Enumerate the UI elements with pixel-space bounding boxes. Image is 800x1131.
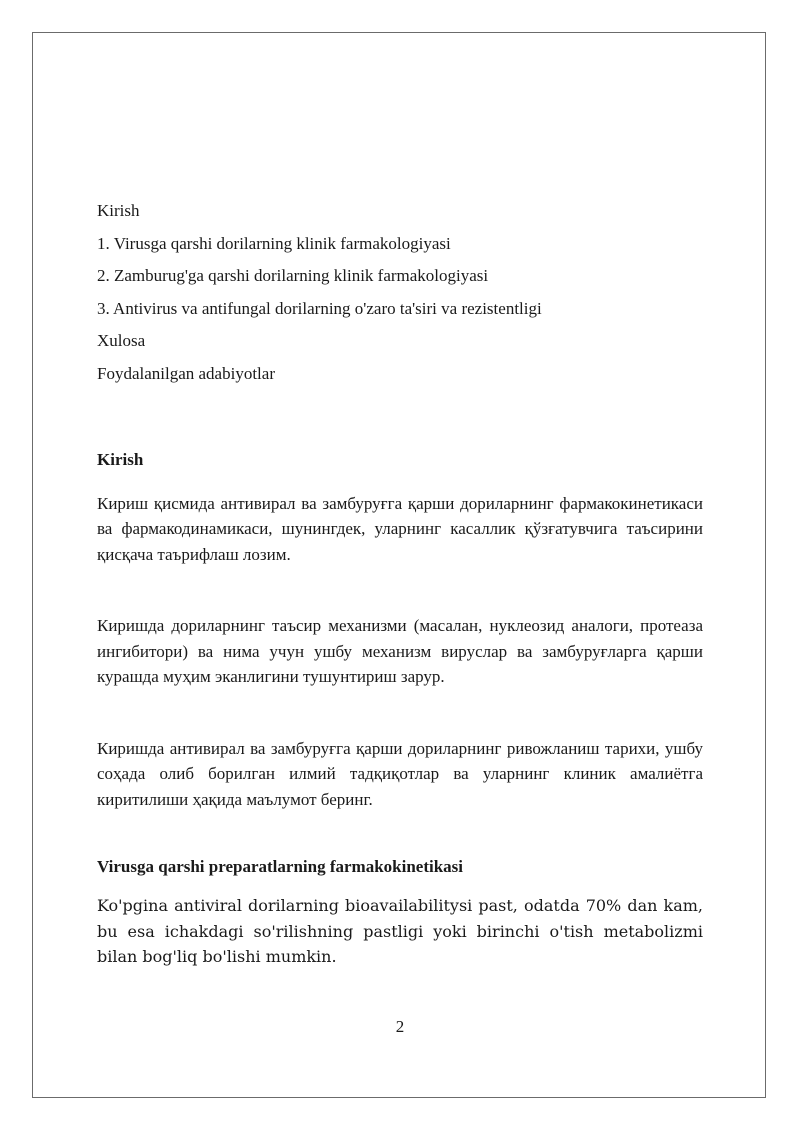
introduction-paragraph-1: Кириш қисмида антивирал ва замбуруғга қарши дориларнинг фармакокинетикаси ва фармакодинамикаси, шунингдек, уларнинг касаллик қўзғатувчига таъсирини қисқача таърифлаш лозим. (97, 493, 703, 564)
toc-item-introduction: Kirish (97, 201, 140, 220)
toc-item-references: Foydalanilgan adabiyotlar (97, 363, 275, 383)
page-number: 2 (395, 1017, 405, 1036)
introduction-paragraph-3: Киришда антивирал ва замбуруғга қарши дориларнинг ривожланиш тарихи, ушбу соҳада олиб борилган илмий тадқиқотлар ва уларнинг клиник амалиётга киритилиши ҳақида маълумот беринг. (97, 738, 703, 809)
toc-item-conclusion: Xulosa (97, 331, 146, 351)
toc-item-chapter-1: 1. Virusga qarshi dorilarning klinik farmakologiyasi (97, 233, 451, 253)
toc-item-chapter-3: 3. Antivirus va antifungal dorilarning o'zaro ta'siri va rezistentligi (97, 298, 542, 318)
section-heading: Virusga qarshi preparatlarning farmakokinetikasi (97, 857, 464, 877)
table-of-contents (97, 198, 703, 394)
page-content (97, 198, 703, 970)
section-paragraph: Ko'pgina antiviral dorilarning bioavailabilitysi past, odatda 70% dan kam, bu esa ichakdagi so'rilishning pastligi yoki birinchi o'tish metabolizmi bilan bog'liq bo'lishi mumkin. (97, 896, 703, 967)
toc-item-chapter-2: 2. Zamburug'ga qarshi dorilarning klinik farmakologiyasi (97, 266, 489, 286)
introduction-heading: Kirish (97, 449, 144, 469)
introduction-paragraph-2: Киришда дориларнинг таъсир механизми (масалан, нуклеозид аналоги, протеаза ингибитори) ва нима учун ушбу механизм вируслар ва замбуруғларга қарши курашда муҳим эканлигини тушунтириш зарур. (97, 616, 703, 687)
